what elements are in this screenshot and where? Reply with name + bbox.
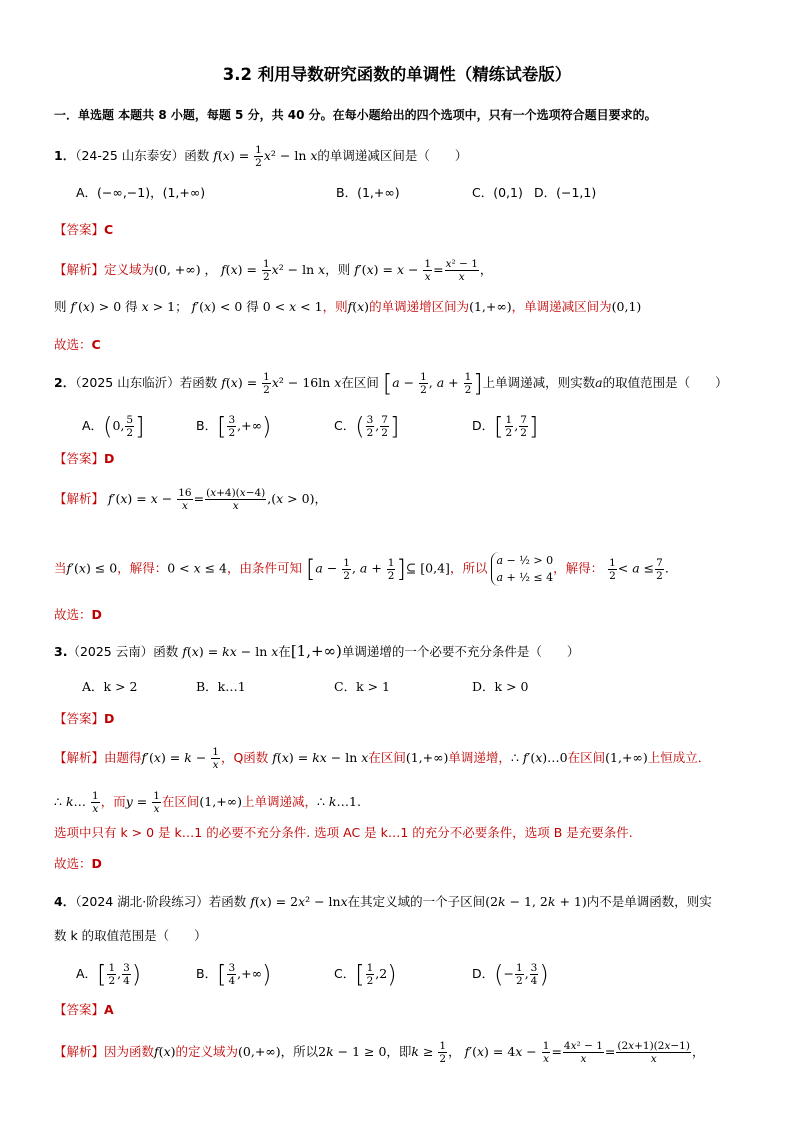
q2-option-c[interactable]: C．( $\frac{3}{2}$ , $\frac{7}{2}$ ] bbox=[334, 412, 400, 441]
question-4-stem: 4．（2024 湖北·阶段练习）若函数 f(x) = 2x² − lnx在其定义域的一个子区间(2k − 1, 2k + 1)内不是单调函数，则实 bbox=[54, 894, 712, 909]
q4-option-b[interactable]: B．[ $\frac{3}{4}$ ,+∞) bbox=[196, 960, 272, 989]
q4-analysis-line-1: 【解析】因为函数f(x)的定义域为(0,+∞)，所以2k − 1 ≥ 0，即k ≥ $\frac{1}{2}$ ， f′(x) = 4x − $\frac{1}{x}$ = $\frac{\text{4x² − 1}}{x}$ = $\frac{(2x+1)(2x-1)}{x}$ ， bbox=[54, 1040, 705, 1065]
q2-choose: 故选：D bbox=[54, 607, 102, 622]
question-3-stem: 3.（2025 云南）函数 f(x) = kx − ln x在[1,+∞)单调递增的一个必要不充分条件是（ ） bbox=[54, 642, 580, 660]
q4-option-d[interactable]: D．(− $\frac{1}{2}$ , $\frac{3}{4}$ ) bbox=[472, 960, 549, 989]
question-1-stem: 1．（24-25 山东泰安）函数 f(x) = $\frac{1}{2}$ x² − ln x的单调递减区间是（ ） bbox=[54, 144, 468, 169]
q3-answer: 【答案】D bbox=[54, 711, 115, 726]
q2-analysis-line-1: 【解析】 f′(x) = x − $\frac{16}{x}$ = $\frac{(x+4)(x-4)}{x}$ ,(x > 0)， bbox=[54, 487, 327, 512]
q4-option-c[interactable]: C．[ $\frac{1}{2}$ ,2) bbox=[334, 960, 397, 989]
q1-analysis-line-2: 则 f′(x) > 0 得 x > 1； f′(x) < 0 得 0 < x < 1，则f(x)的单调递增区间为(1,+∞)，单调递减区间为(0,1) bbox=[54, 299, 642, 314]
q2-option-a[interactable]: A．(0, $\frac{5}{2}$ ] bbox=[82, 412, 145, 441]
q3-choose: 故选：D bbox=[54, 856, 102, 871]
q4-option-a[interactable]: A．[ $\frac{1}{2}$ , $\frac{3}{4}$ ) bbox=[76, 960, 142, 989]
q3-option-a[interactable]: A．k > 2 bbox=[82, 679, 138, 694]
q2-option-b[interactable]: B．[ $\frac{3}{2}$ ,+∞) bbox=[196, 412, 272, 441]
q3-analysis-line-1: 【解析】由题得f′(x) = k − $\frac{1}{x}$ ，Q函数 f(x) = kx − ln x在区间(1,+∞)单调递增，∴ f′(x)…0在区间(1,+∞)上恒成立． bbox=[54, 746, 711, 771]
q4-answer: 【答案】A bbox=[54, 1002, 114, 1017]
q2-analysis-line-2: 当f′(x) ≤ 0，解得：0 < x ≤ 4，由条件可知 [a − $\frac{1}{2}$ , a + $\frac{1}{2}$ ]⊆ [0,4]，所以 a − ½ > 0 a + ½ ≤ 4 ，解得： $\frac{1}{2}$ < a ≤ $\frac{7}{2}$ . bbox=[54, 554, 669, 584]
q3-option-c[interactable]: C．k > 1 bbox=[334, 679, 391, 694]
q1-analysis-line-1: 【解析】定义域为(0, +∞) ， f(x) = $\frac{1}{2}$ x² − ln x，则 f′(x) = x − $\frac{1}{x}$ = $\frac{\text{x² − 1}}{x}$ ， bbox=[54, 258, 493, 283]
page-title: 3.2 利用导数研究函数的单调性（精练试卷版） bbox=[222, 65, 572, 84]
q1-option-a[interactable]: A．(−∞,−1)，(1,+∞) bbox=[76, 185, 206, 200]
q2-answer: 【答案】D bbox=[54, 451, 115, 466]
q3-analysis-line-2: ∴ k… $\frac{1}{x}$ ，而y = $\frac{1}{x}$ 在区间(1,+∞)上单调递减，∴ k…1. bbox=[54, 790, 361, 815]
q3-option-b[interactable]: B．k…1 bbox=[196, 679, 246, 694]
q1-option-b[interactable]: B．(1,+∞) bbox=[336, 185, 400, 200]
section-header: 一．单选题 本题共 8 小题，每题 5 分，共 40 分。在每小题给出的四个选项中，只有一个选项符合题目要求的。 bbox=[54, 108, 657, 122]
q1-choose: 故选：C bbox=[54, 337, 101, 352]
q3-option-d[interactable]: D．k > 0 bbox=[472, 679, 529, 694]
question-4-stem-line-2: 数 k 的取值范围是（ ） bbox=[54, 928, 207, 943]
question-2-stem: 2．（2025 山东临沂）若函数 f(x) = $\frac{1}{2}$ x² − 16ln x在区间 [a − $\frac{1}{2}$ , a + $\frac{1}{2}$ ]上单调递减，则实数a的取值范围是（ ） bbox=[54, 369, 728, 398]
q1-option-c[interactable]: C．(0,1) bbox=[472, 185, 523, 200]
q1-option-d[interactable]: D．(−1,1) bbox=[534, 185, 597, 200]
q1-answer: 【答案】C bbox=[54, 222, 114, 237]
q3-analysis-line-3: 选项中只有 k > 0 是 k…1 的必要不充分条件. 选项 AC 是 k…1 的充分不必要条件，选项 B 是充要条件. bbox=[54, 825, 633, 840]
q2-option-d[interactable]: D．[ $\frac{1}{2}$ , $\frac{7}{2}$ ] bbox=[472, 412, 539, 441]
